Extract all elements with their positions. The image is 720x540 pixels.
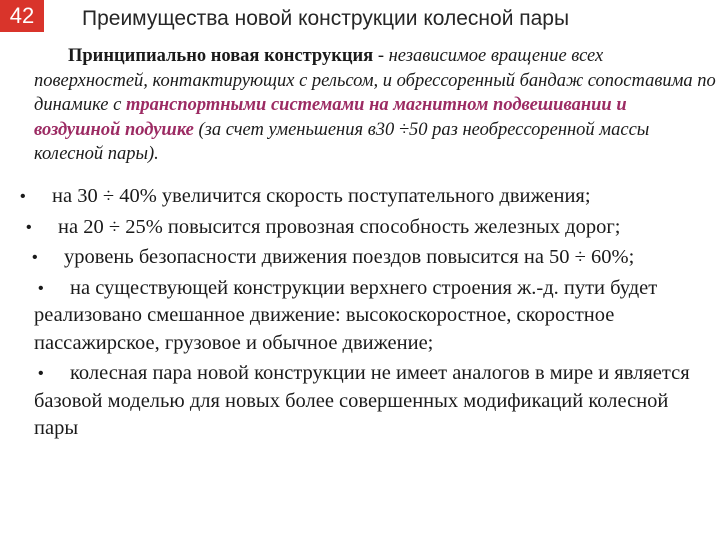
list-item bbox=[0, 244, 716, 272]
list-item bbox=[0, 275, 716, 358]
slide-number-badge: 42 bbox=[0, 0, 44, 32]
intro-highlight: транспортными системами на магнитном подвешивании и воздушной подушке bbox=[34, 95, 627, 140]
list-item-text: на существующей конструкции верхнего строения ж.-д. пути будет реализовано смешанное движение: высокоскоростное, скоростное пассажирское, грузовое и обычное движение; bbox=[34, 276, 658, 354]
list-item-text: на 20 ÷ 25% повысится провозная способность железных дорог; bbox=[58, 215, 621, 238]
bullet-icon: • bbox=[38, 279, 44, 297]
bullet-icon: • bbox=[26, 218, 32, 236]
bullet-icon: • bbox=[32, 249, 38, 266]
intro-description: - независимое вращение всех поверхностей, контактирующих с рельсом, и обрессоренный бандаж сопоставима по динамике с bbox=[34, 46, 716, 115]
list-item-text: колесная пара новой конструкции не имеет аналогов в мире и является базовой моделью для новых более совершенных модификаций колесной пары bbox=[34, 362, 690, 439]
list-item bbox=[0, 360, 716, 443]
benefits-list bbox=[0, 183, 716, 446]
list-item-text: уровень безопасности движения поездов повысится на 50 ÷ 60%; bbox=[64, 246, 635, 268]
intro-lead: Принципиально новая конструкция bbox=[68, 46, 374, 66]
list-item bbox=[0, 183, 716, 211]
list-item-text: на 30 ÷ 40% увеличится скорость поступательного движения; bbox=[52, 185, 591, 207]
bullet-icon: • bbox=[20, 188, 26, 205]
intro-paragraph bbox=[34, 44, 716, 167]
list-item bbox=[0, 214, 716, 242]
slide-title: Преимущества новой конструкции колесной пары bbox=[82, 7, 570, 30]
bullet-icon: • bbox=[38, 365, 44, 382]
intro-description-end: (за счет уменьшения в30 ÷50 раз необрессоренной массы колесной пары). bbox=[34, 119, 650, 164]
